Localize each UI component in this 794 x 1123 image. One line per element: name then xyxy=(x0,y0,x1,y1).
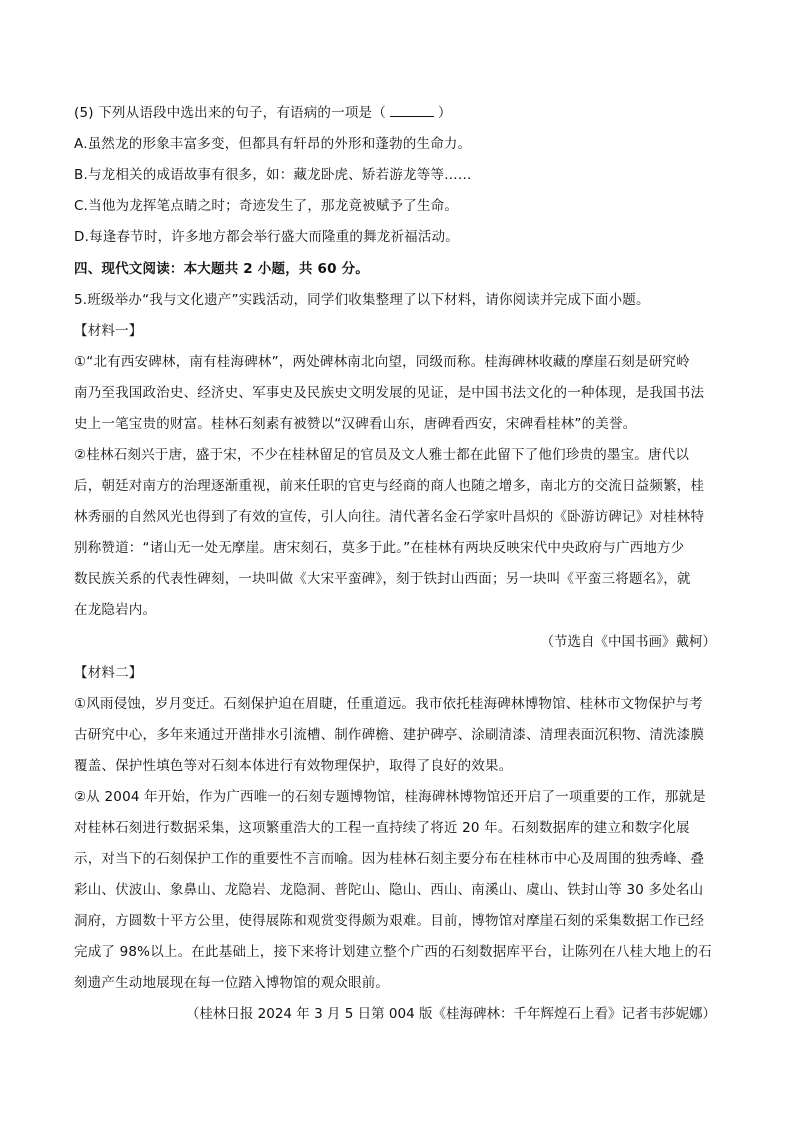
material-2-source: （桂林日报 2024 年 3 月 5 日第 004 版《桂海碑林：千年辉煌石上看》记者韦莎妮娜） xyxy=(185,1006,716,1022)
answer-blank xyxy=(390,104,434,117)
material-1-line: 别称赞道：“诸山无一处无摩崖。唐宋刻石，莫多于此。”在桂林有两块反映宋代中央政府与广西地方少 xyxy=(74,540,685,556)
material-1-line: 在龙隐岩内。 xyxy=(74,602,157,618)
material-2-line: 古研究中心，多年来通过开凿排水引流槽、制作碑檐、建护碑亭、涂刷清漆、清理表面沉积物、清洗漆膜 xyxy=(74,727,705,743)
question-intro: 5.班级举办“我与文化遗产”实践活动，同学们收集整理了以下材料，请你阅读并完成下面小题。 xyxy=(74,292,650,308)
option-c: C.当他为龙挥笔点睛之时；奇迹发生了，那龙竟被赋予了生命。 xyxy=(74,198,459,214)
material-1-line: ①“北有西安碑林，南有桂海碑林”，两处碑林南北向望，同级而称。桂海碑林收藏的摩崖石刻是研究岭 xyxy=(74,354,690,370)
material-1-line: 数民族关系的代表性碑刻，一块叫做《大宋平蛮碑》，刻于铁封山西面；另一块叫《平蛮三将题名》，就 xyxy=(74,571,691,587)
material-2-line: 洞府，方圆数十平方公里，使得展陈和观赏变得颇为艰难。目前，博物馆对摩崖石刻的采集数据工作已经 xyxy=(74,913,705,929)
option-b: B.与龙相关的成语故事有很多，如：藏龙卧虎、矫若游龙等等…… xyxy=(74,167,472,183)
option-a: A.虽然龙的形象丰富多变，但都具有轩昂的外形和蓬勃的生命力。 xyxy=(74,136,472,152)
material-1-line: 南乃至我国政治史、经济史、军事史及民族史文明发展的见证，是中国书法文化的一种体现，是我国书法 xyxy=(74,385,705,401)
material-2-line: ①风雨侵蚀，岁月变迁。石刻保护迫在眉睫，任重道远。我市依托桂海碑林博物馆、桂林市文物保护与考 xyxy=(74,696,703,712)
material-2-line: 彩山、伏波山、象鼻山、龙隐岩、龙隐洞、普陀山、隐山、西山、南溪山、虞山、铁封山等 30 多处名山 xyxy=(74,882,704,898)
material-2-line: 覆盖、保护性填色等对石刻本体进行有效物理保护，取得了良好的效果。 xyxy=(74,758,513,774)
question-5-stem-close: ） xyxy=(437,105,452,121)
question-5-stem-text: (5) 下列从语段中选出来的句子，有语病的一项是（ xyxy=(74,105,386,121)
question-5-stem xyxy=(74,103,452,123)
material-1-source: （节选自《中国书画》戴柯） xyxy=(540,634,716,650)
material-2-line: 对桂林石刻进行数据采集，这项繁重浩大的工程一直持续了将近 20 年。石刻数据库的建立和数字化展 xyxy=(74,820,690,836)
material-1-line: 史上一笔宝贵的财富。桂林石刻素有被赞以“汉碑看山东，唐碑看西安，宋碑看桂林”的美誉。 xyxy=(74,416,637,432)
material-1-title: 【材料一】 xyxy=(74,323,143,339)
material-1-line: 林秀丽的自然风光也得到了有效的宣传，引人向往。清代著名金石学家叶昌炽的《卧游访碑记》对桂林特 xyxy=(74,509,705,525)
material-2-line: ②从 2004 年开始，作为广西唯一的石刻专题博物馆，桂海碑林博物馆还开启了一项重要的工作，那就是 xyxy=(74,789,706,805)
material-2-line: 示，对当下的石刻保护工作的重要性不言而喻。因为桂林石刻主要分布在桂林市中心及周围的独秀峰、叠 xyxy=(74,851,705,867)
section-heading: 四、现代文阅读：本大题共 2 小题，共 60 分。 xyxy=(74,261,369,277)
material-2-line: 刻遗产生动地展现在每一位踏入博物馆的观众眼前。 xyxy=(74,975,390,991)
material-1-line: 后，朝廷对南方的治理逐渐重视，前来任职的官吏与经商的商人也随之增多，南北方的交流日益频繁，桂 xyxy=(74,478,705,494)
material-1-line: ②桂林石刻兴于唐，盛于宋，不少在桂林留足的官员及文人雅士都在此留下了他们珍贵的墨宝。唐代以 xyxy=(74,447,690,463)
option-d: D.每逢春节时，许多地方都会举行盛大而隆重的舞龙祈福活动。 xyxy=(74,229,459,245)
material-2-title: 【材料二】 xyxy=(74,665,143,681)
material-2-line: 完成了 98%以上。在此基础上，接下来将计划建立整个广西的石刻数据库平台，让陈列在八桂大地上的石 xyxy=(74,944,712,960)
